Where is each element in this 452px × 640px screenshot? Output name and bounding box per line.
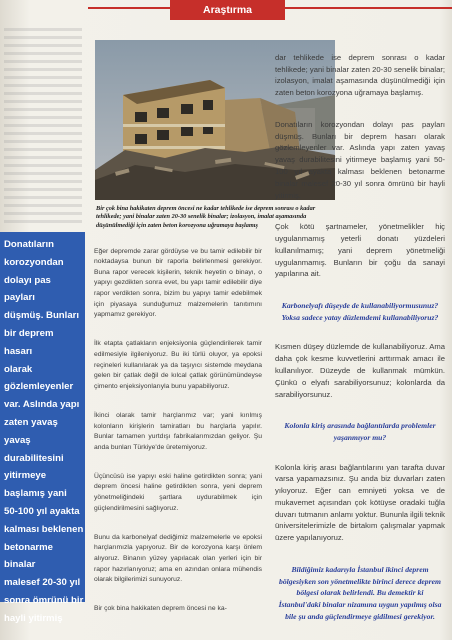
middle-column xyxy=(94,236,262,634)
photo-caption: Bir çok bina hakikaten deprem öncesi ne kadar tehlikede ise deprem sonrası o kadar tehlikede; yani binalar zaten 20-30 senelik binalar; izolasyon, imalat aşamasında düşünülmediği için zaten beton korozyona uğramaya başlamış xyxy=(96,205,316,229)
paragraph: Donatıların korozyondan dolayı pas payları düşmüş. Bunları bir deprem hasarı olarak gözlemleyenler var. Aslında yapı zaten yavaş yavaş durabilitesini yitirmeye başlamış yani 50-100 yıl ayakta kalması beklenen betonarme binalar malesef 20-30 yıl sonra ömrünü bir hayli yitirmiş. xyxy=(275,119,445,200)
paragraph: dar tehlikede ise deprem sonrası o kadar tehlikede; yani binalar zaten 20-30 senelik binalar; izolasyon, imalat aşamasında düşünülmediği için zaten beton korozyona uğramaya başlamış. xyxy=(275,52,445,98)
paragraph: İkinci olarak tamir harçlarımız var; yani kırılmış kolonların kirişlerin tamiratları bu harçlarla yapılır. Bunlar tamamen yurtdışı fabrikalarımızdan geliyor. Şu anda bunları Türkiye'de üretemiyoruz. xyxy=(94,411,262,451)
faded-facing-page-text xyxy=(4,28,82,228)
paragraph: Çok kötü şartnameler, yönetmelikler hiç uygulanmamış yeterli donatı yüzdeleri kullanılmamış; yani deprem yönetmeliği uygulanmamış. Bunların bir çoğu da sanayi yapılarına ait. xyxy=(275,222,445,279)
paragraph: Kolonla kiriş arası bağlantılarını yan tarafta duvar varsa yapamazsınız. Şu anda biz duvarları zaten yıkıyoruz. Eğer can emniyeti yoksa ve de mukavemet açısından çok kötüyse oradaki tuğla duvarı tutmanın anlamı yoktur. Bununla ilgili teknik üniversitelerimizle de birtakım çalışmalar yapmak üzere yapılanıyoruz. xyxy=(275,462,445,543)
paragraph: Eğer depremde zarar gördüyse ve bu tamir edilebilir bir noktadaysa bunun bir raporla belirlenmesi gerekiyor. Buna rapor verecek kişilerin, teknik heyetin o binayı, o yapıyı gezdikten sonra evet, bu yapı tamir edilebilir diye rapor verdikten sonra, bizim bu yapıyı tamir edebilmek için piyasaya sunduğumuz malzemelerin tanıtımını yapmamız gerekiyor. xyxy=(94,247,262,319)
interview-question: Kolonla kiriş arasında bağlantılarda problemler yaşanmıyor mu? xyxy=(284,421,436,442)
section-tab: Araştırma xyxy=(170,0,285,20)
paragraph: Kısmen düşey düzlemde de kullanabiliyoruz. Ama daha çok kesme kuvvetlerini arttırmak amacı ile kullanılıyor. Düzeyde de kullanmak mümkün. Çünkü o elyafı sarabiliyorsunuz; kolonlarda da sarabiliyorsunuz. xyxy=(275,342,445,399)
callout-text: Bildiğimiz kadarıyla İstanbul ikinci deprem bölgesiyken son yönetmelikte birinci derece deprem bölgesi olarak belirlendi. Bu demektir ki İstanbul'daki binalar nizamına uygun yapılmış olsa bile şu anda güçlendirmeye gidilmesi gerekiyor. xyxy=(278,564,442,622)
paragraph: Bunu da karbonelyaf dediğimiz malzemelerle ve epoksi harçlarımızla yapıyoruz. Bir de korozyona karşı önlem alıyoruz. Binanın yüzey yapılacak olan yerleri için bir rapor hazırlanıyoruz; ama en azından onlara mühendis olarak bilgilerimizi sunuyoruz. xyxy=(94,533,262,584)
pull-quote-text: Donatıların korozyondan dolayı pas payları düşmüş. Bunları bir deprem hasarı olarak gözlemleyenler var. Aslında yapı zaten yavaş yavaş durabilitesini yitirmeye başlamış yani 50-100 yıl ayakta kalması beklenen betonarme binalar malesef 20-30 yıl sonra ömrünü bir hayli yitirmiş xyxy=(4,239,84,624)
interview-question: Karbonelyafı düşeyde de kullanabiliyormusunuz? Yoksa sadece yatay düzlemdemi kullanabiliyoruz? xyxy=(281,300,439,322)
paragraph: Bir çok bina hakikaten deprem öncesi ne ka- xyxy=(94,605,227,613)
paragraph: İlk etapta çatlakların enjeksiyonla güçlendirilerek tamir edilmesiyle ilgileniyoruz. Bu iki türlü oluyor, ya epoksi reçineleri kullanılarak ya da taşıyıcı sistemde meydana gelen bir çatlak değil de kılcal çatlak görünümündeyse çimento enjeksiyonlarıyla bunu yapabiliyoruz. xyxy=(94,340,262,390)
right-column xyxy=(275,40,445,635)
paragraph: Üçüncüsü ise yapıyı eski haline getirdikten sonra; yani deprem öncesi haline getirdikten sonra, yeni deprem yönetmeliğindeki şartlara uydurabilmek için güçlendirilmesini sağlıyoruz. xyxy=(94,472,262,512)
